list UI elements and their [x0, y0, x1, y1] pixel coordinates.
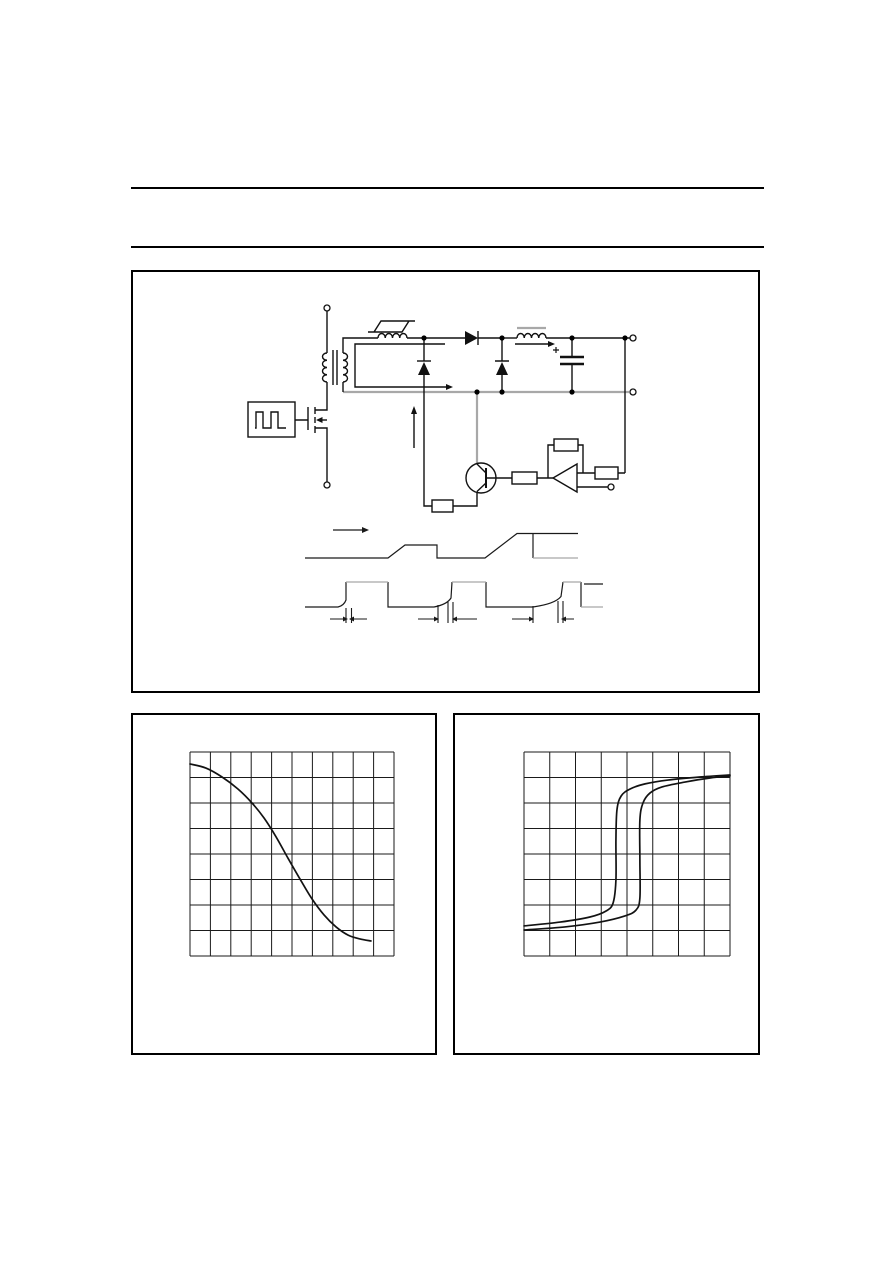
reset-resistor	[432, 500, 453, 512]
dim2-lines	[418, 602, 477, 623]
output-inductor	[502, 333, 630, 338]
output-terminal-minus	[630, 389, 636, 395]
time-direction-arrow	[333, 527, 369, 533]
junction-dot	[569, 335, 574, 340]
waveform-traces	[305, 527, 603, 623]
reset-path-wire	[424, 375, 432, 506]
rectifier-diode	[465, 331, 502, 345]
pulse2-rise	[388, 582, 452, 607]
junction-dot	[569, 389, 574, 394]
base-resistor-body	[512, 472, 537, 484]
loop-arrowhead	[446, 384, 453, 390]
emitter-wire	[453, 492, 477, 507]
current-arrowhead	[548, 341, 555, 347]
reset-diode	[417, 338, 432, 506]
input-terminal-top	[324, 305, 330, 311]
transformer-core	[333, 350, 337, 385]
header-rule-top	[131, 187, 764, 189]
reset-current-arrow	[411, 406, 417, 448]
chart-left-series	[190, 764, 371, 941]
freewheel-diode	[495, 338, 509, 392]
feedback-resistor-body	[554, 439, 578, 451]
freewheel-cathode	[495, 338, 509, 361]
figure-circuit-box	[131, 270, 760, 693]
chart-right-grid	[524, 752, 730, 956]
base-resistor	[496, 472, 553, 484]
transfer-curve	[190, 764, 371, 941]
inductor-winding	[517, 333, 546, 338]
plus-sign	[553, 347, 559, 353]
pulse-generator	[248, 402, 295, 437]
dimension-pulse3	[512, 601, 574, 623]
dim1-lines	[330, 608, 367, 623]
pulse-tops-gray	[346, 582, 603, 607]
header-rule-bottom	[131, 246, 764, 248]
dimension-pulse2	[418, 602, 477, 623]
junction-dot	[474, 389, 479, 394]
reset-arrowhead	[411, 406, 417, 414]
blocking-time-dimension-arrows	[330, 601, 574, 623]
saturable-reactor-winding	[378, 333, 407, 338]
chart-right-svg	[455, 715, 758, 1053]
pulse3-rise	[486, 582, 563, 607]
output-capacitor	[553, 338, 584, 392]
gate	[295, 407, 308, 430]
rectifier-cathode	[478, 331, 502, 345]
drain-wire	[315, 382, 327, 410]
rectifier-triangle	[465, 331, 478, 345]
reset-resistor-body	[432, 500, 453, 512]
output-terminal-plus	[630, 335, 636, 341]
chart-left-svg	[133, 715, 435, 1053]
sense-resistor	[577, 467, 625, 479]
loop-path	[355, 344, 446, 387]
junction-dot	[622, 335, 627, 340]
inductor-current-arrow	[515, 341, 555, 347]
source-wire	[315, 428, 327, 482]
saturable-reactor	[368, 321, 415, 338]
junction-dot	[499, 335, 504, 340]
ramp-trace-main	[305, 534, 578, 559]
reset-transistor	[453, 463, 496, 506]
junction-dot	[499, 389, 504, 394]
schematic-wiring	[248, 305, 636, 512]
power-mosfet	[295, 382, 327, 482]
square-loop-core-icon	[368, 321, 415, 332]
primary-winding	[322, 353, 327, 382]
input-terminal-bottom	[324, 482, 330, 488]
terminals	[324, 305, 636, 490]
freewheel-triangle	[496, 362, 508, 375]
time-arrowhead	[362, 527, 369, 533]
chart-left-grid	[190, 752, 394, 956]
secondary-top-wire	[343, 338, 378, 353]
reset-ramp-trace	[305, 534, 578, 559]
opamp-triangle	[553, 464, 577, 492]
reset-diode-triangle	[418, 362, 430, 375]
circulating-current-loop-arrow	[355, 344, 453, 390]
junction-dot	[421, 335, 426, 340]
dimension-pulse1	[330, 608, 367, 623]
body-arrow	[316, 417, 323, 423]
transformer	[322, 350, 347, 385]
figure-chart-right-box	[453, 713, 760, 1055]
ground-return-rail	[343, 328, 629, 464]
figure-chart-left-box	[131, 713, 437, 1055]
circuit-svg	[133, 272, 758, 691]
secondary-winding	[343, 353, 348, 382]
reference-terminal	[608, 484, 614, 490]
sense-resistor-body	[595, 467, 618, 479]
pulse1-rise	[305, 582, 346, 607]
